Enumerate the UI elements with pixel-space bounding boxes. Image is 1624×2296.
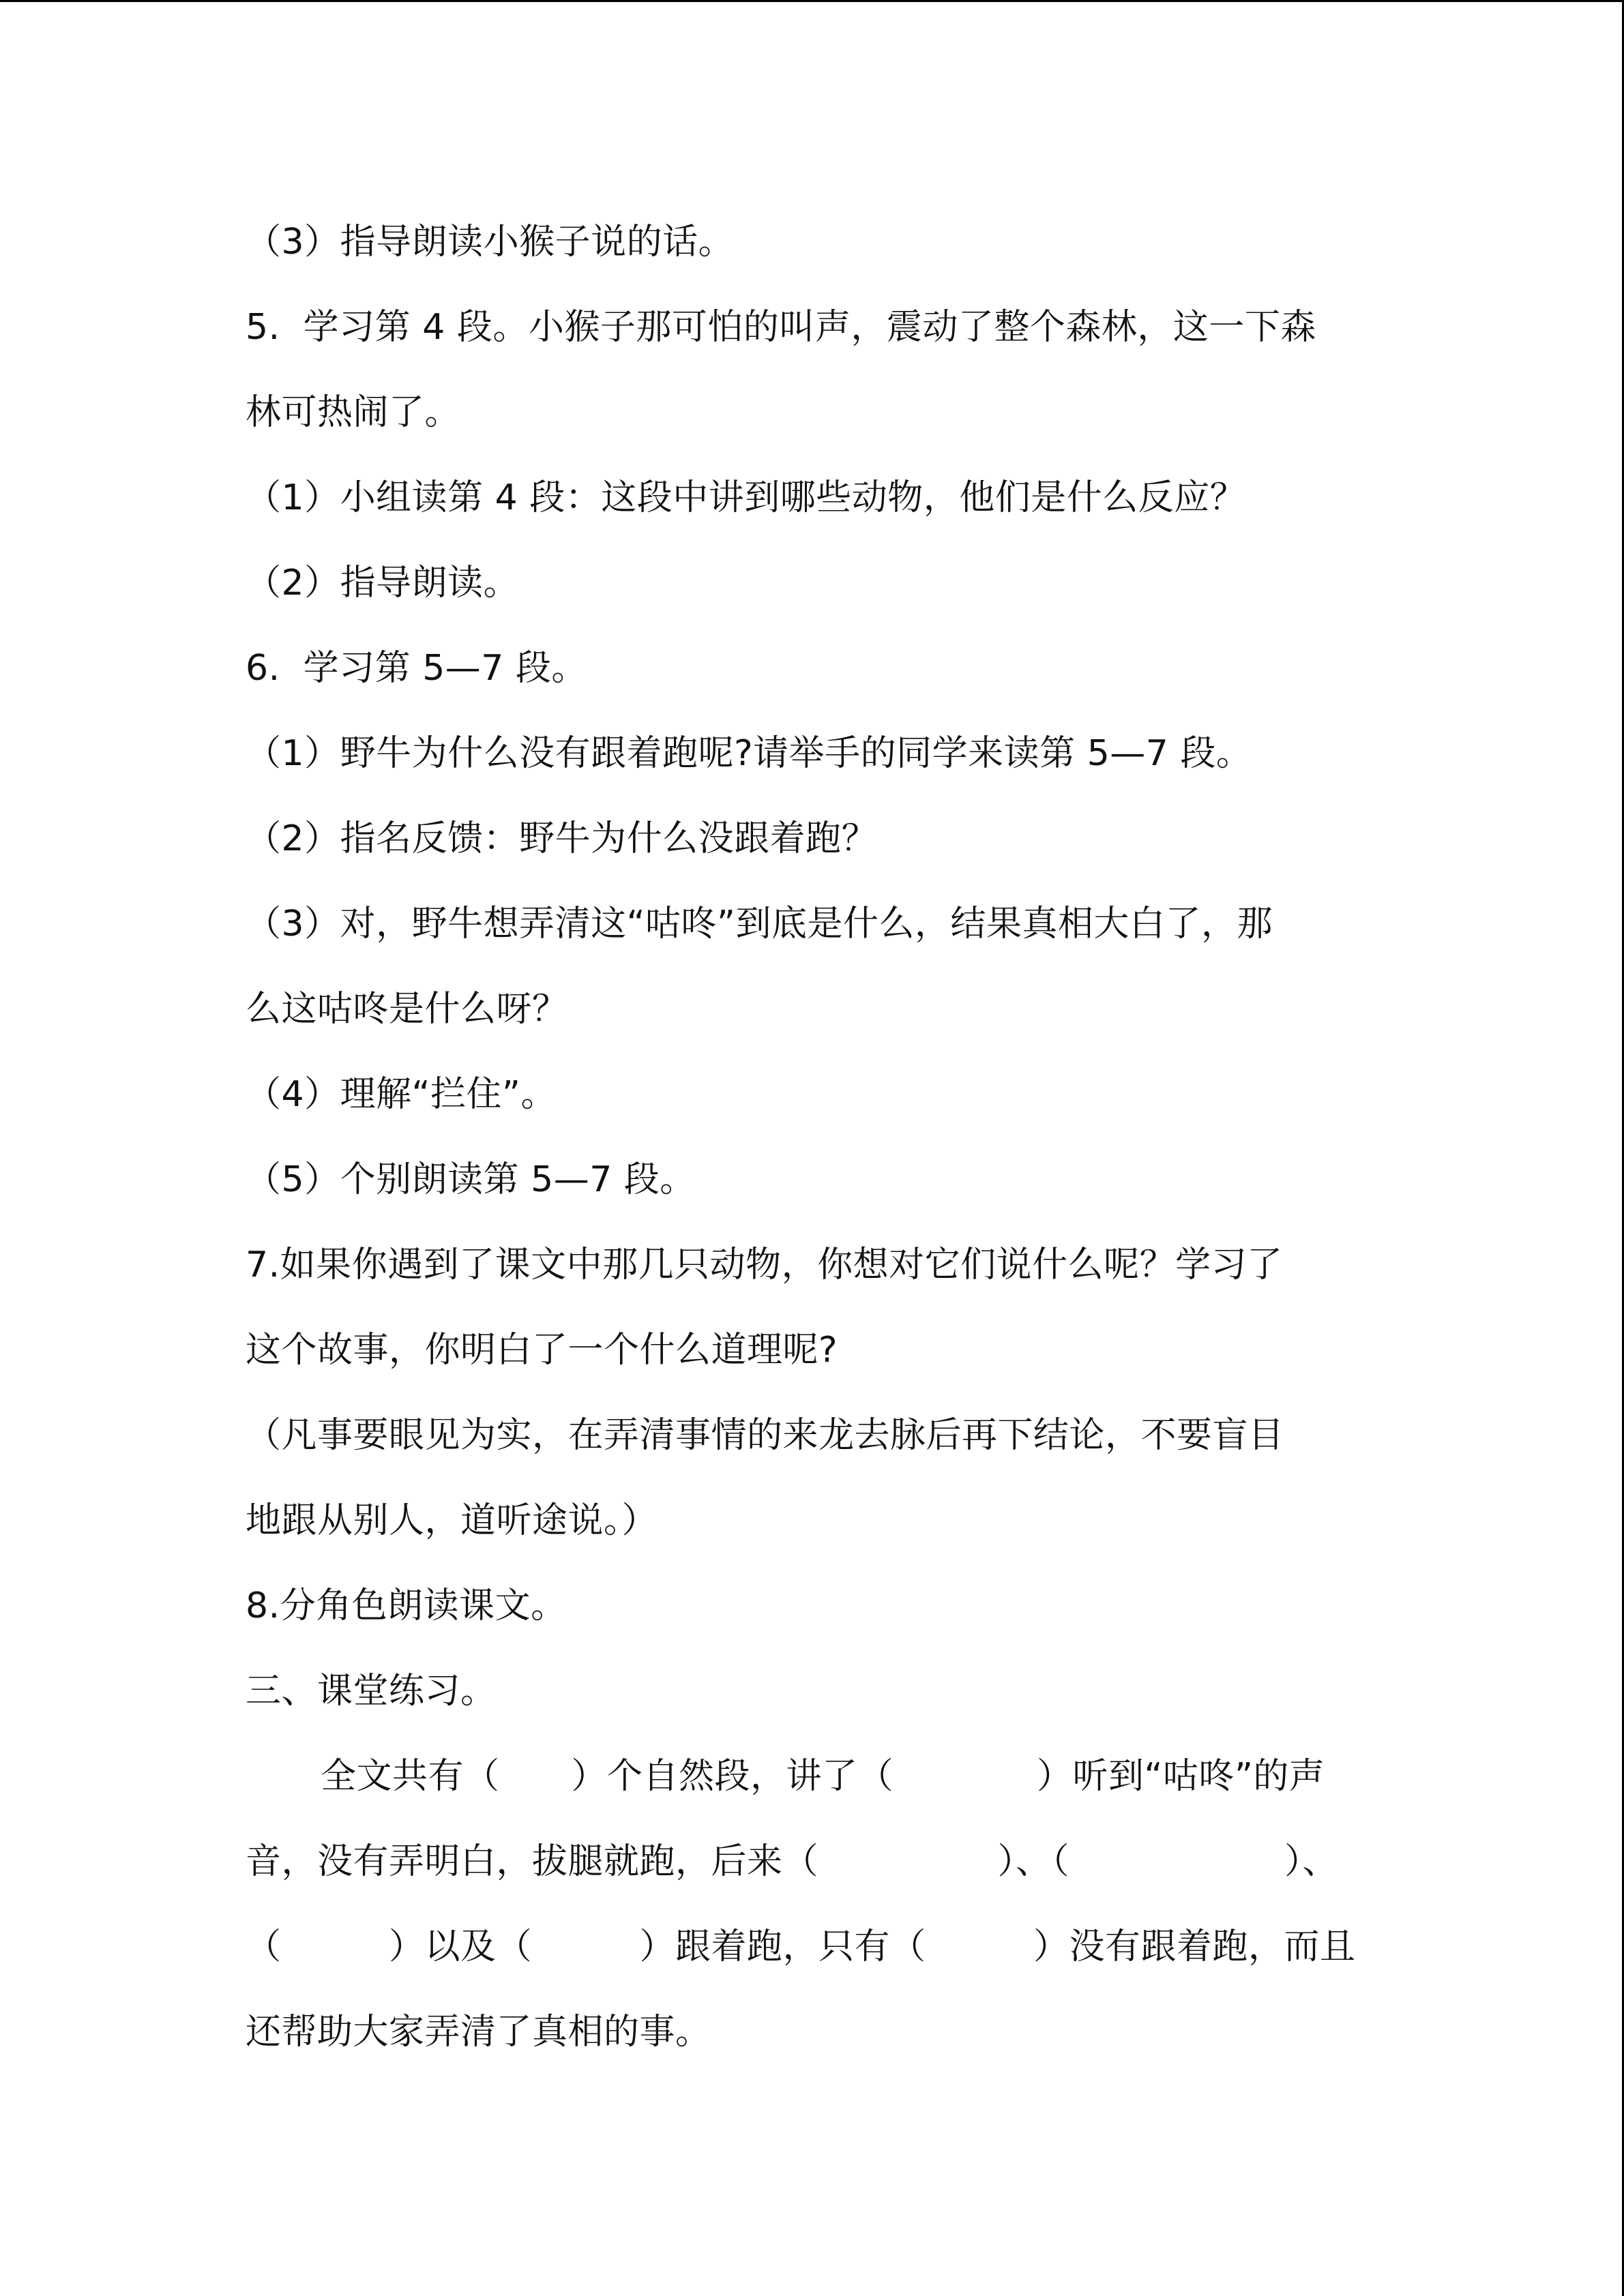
text-line: 么这咕咚是什么呀？ (246, 989, 568, 1030)
text-line: （2）指名反馈：野牛为什么没跟着跑？ (246, 818, 878, 859)
text-line: 5. 学习第 4 段。小猴子那可怕的叫声，震动了整个森林，这一下森 (246, 307, 1316, 348)
text-line: （4）理解“拦住”。 (246, 1074, 557, 1115)
text-line: （5）个别朗读第 5—7 段。 (246, 1159, 696, 1200)
exercise-line: 音，没有弄明白，拔腿就跑，后来（ ）、（ ）、 (246, 1841, 1339, 1882)
text-line: 6. 学习第 5—7 段。 (246, 648, 587, 689)
text-line: 地跟从别人，道听途说。） (246, 1500, 658, 1541)
text-line: 7.如果你遇到了课文中那几只动物，你想对它们说什么呢？学习了 (246, 1244, 1283, 1285)
text-line: （1）野牛为什么没有跟着跑呢?请举手的同学来读第 5—7 段。 (246, 733, 1252, 774)
section-heading: 三、课堂练习。 (246, 1671, 497, 1712)
text-line: （1）小组读第 4 段：这段中讲到哪些动物，他们是什么反应？ (246, 477, 1246, 518)
exercise-line: （ ）以及（ ）跟着跑，只有（ ）没有跟着跑，而且 (246, 1926, 1356, 1967)
exercise-line: 全文共有（ ）个自然段，讲了（ ）听到“咕咚”的声 (321, 1756, 1325, 1797)
text-line: （3）指导朗读小猴子说的话。 (246, 222, 735, 263)
text-line: （2）指导朗读。 (246, 563, 520, 603)
exercise-line: 还帮助大家弄清了真相的事。 (246, 2012, 711, 2053)
text-line: 这个故事，你明白了一个什么道理呢? (246, 1330, 838, 1371)
text-line: （凡事要眼见为实，在弄清事情的来龙去脉后再下结论，不要盲目 (246, 1415, 1284, 1456)
text-line: 8.分角色朗读课文。 (246, 1585, 567, 1626)
text-line: 林可热闹了。 (246, 392, 461, 433)
text-line: （3）对，野牛想弄清这“咕咚”到底是什么，结果真相大白了，那 (246, 904, 1273, 944)
